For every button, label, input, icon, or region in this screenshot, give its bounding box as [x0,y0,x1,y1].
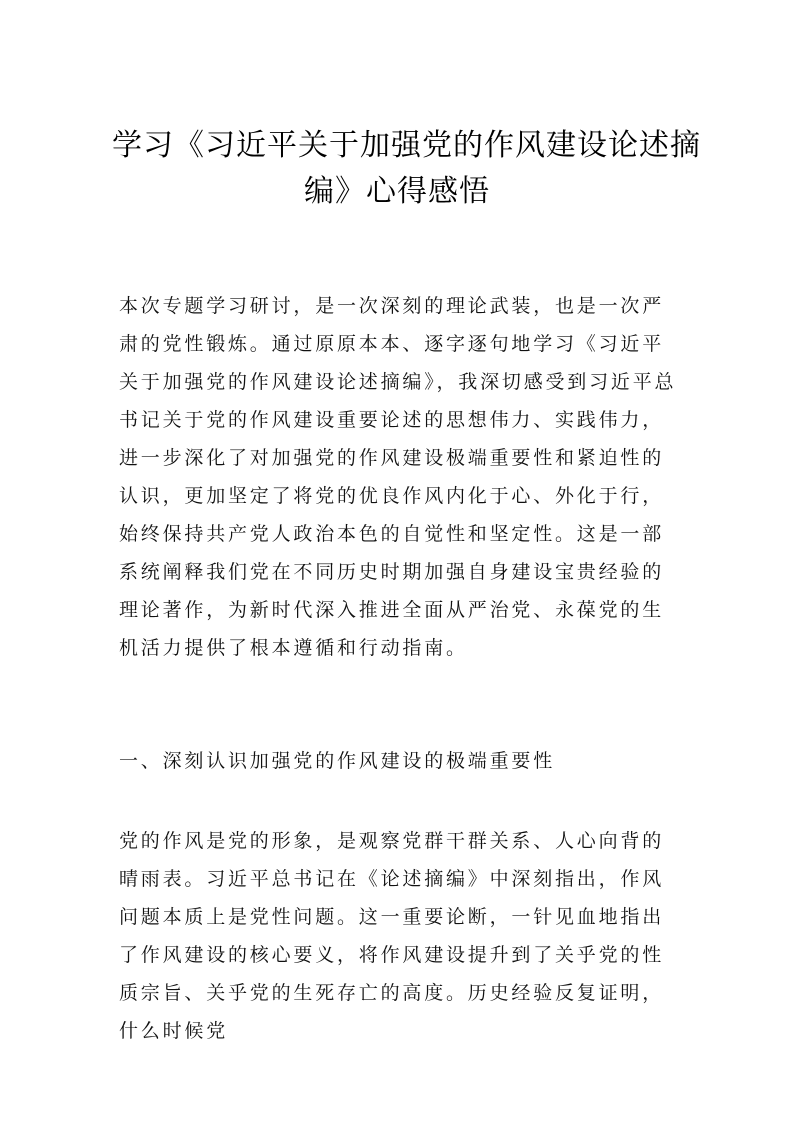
section-heading-1: 一、深刻认识加强党的作风建设的极端重要性 [119,750,556,772]
paragraph-section-1: 党的作风是党的形象，是观察党群干群关系、人心向背的晴雨表。习近平总书记在《论述摘编》中深刻指出，作风问题本质上是党性问题。这一重要论断，一针见血地指出了作风建设的核心要义，将作风建设提升到了关乎党的性质宗旨、关乎党的生死存亡的高度。历史经验反复证明，什么时候党 [119,830,665,1042]
paragraph-intro: 本次专题学习研讨，是一次深刻的理论武装，也是一次严肃的党性锻炼。通过原原本本、逐字逐句地学习《习近平关于加强党的作风建设论述摘编》，我深切感受到习近平总书记关于党的作风建设重要论述的思想伟力、实践伟力，进一步深化了对加强党的作风建设极端重要性和紧迫性的认识，更加坚定了将党的优良作风内化于心、外化于行，始终保持共产党人政治本色的自觉性和坚定性。这是一部系统阐释我们党在不同历史时期加强自身建设宝贵经验的理论著作，为新时代深入推进全面从严治党、永葆党的生机活力提供了根本遵循和行动指南。 [119,295,677,659]
document-title-line-1: 学习《习近平关于加强党的作风建设论述摘 [112,128,701,163]
document-title-line-2: 编》心得感悟 [304,174,490,209]
